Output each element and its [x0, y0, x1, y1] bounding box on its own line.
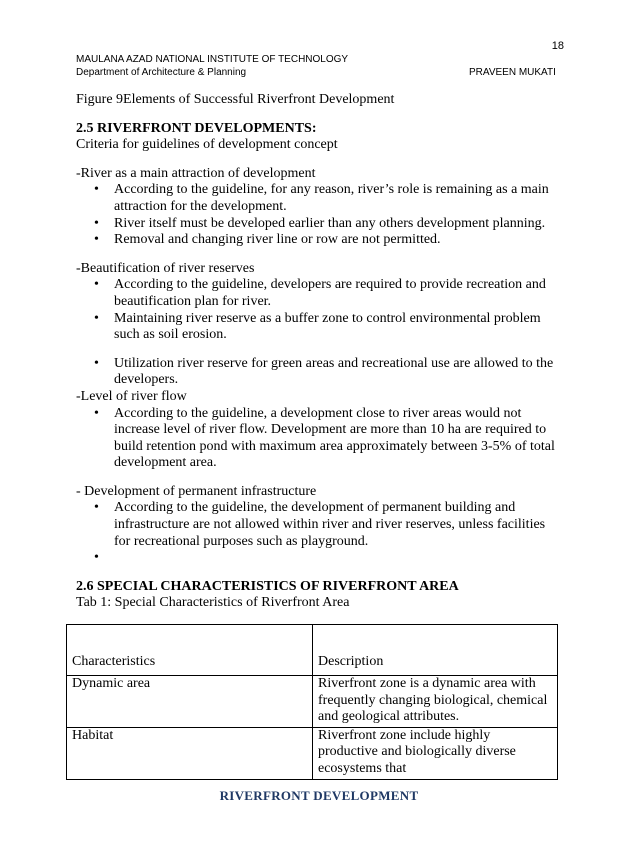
header-author: PRAVEEN MUKATI: [469, 67, 556, 78]
table-header-row: [67, 625, 558, 676]
header-institute: MAULANA AZAD NATIONAL INSTITUTE OF TECHNOLOGY: [76, 54, 349, 65]
table-cell: Dynamic area: [67, 676, 313, 728]
list-item: • According to the guideline, developers are required to provide recreation and beautification plan for river.: [76, 277, 560, 310]
table-cell: Habitat: [67, 727, 313, 779]
list-item: • According to the guideline, the development of permanent building and infrastructure are not allowed within river and river reserves, unless facilities for recreational purposes such as playground.: [76, 500, 560, 550]
document-body: [76, 92, 560, 612]
group-title: -River as a main attraction of development: [76, 165, 316, 181]
section-heading-2-6: 2.6 SPECIAL CHARACTERISTICS OF RIVERFRONT AREA: [76, 578, 459, 594]
table-caption: Tab 1: Special Characteristics of Riverfront Area: [76, 595, 350, 611]
list-item: • Utilization river reserve for green areas and recreational use are allowed to the developers.: [76, 356, 560, 389]
section-heading-2-5: 2.5 RIVERFRONT DEVELOPMENTS:: [76, 120, 317, 136]
table-header-cell: Characteristics: [67, 625, 313, 676]
group-title: -Level of river flow: [76, 388, 187, 404]
group-title: - Development of permanent infrastructure: [76, 483, 317, 499]
table-header-cell: Description: [313, 625, 558, 676]
list-item: • Maintaining river reserve as a buffer zone to control environmental problem such as soil erosion.: [76, 311, 560, 344]
list-item: • According to the guideline, for any reason, river’s role is remaining as a main attraction for the development.: [76, 182, 560, 215]
list-item: • River itself must be developed earlier than any others development planning.: [76, 216, 560, 233]
section-subtitle: Criteria for guidelines of development concept: [76, 137, 338, 153]
table-row: [67, 727, 558, 779]
list-item: • Removal and changing river line or row are not permitted.: [76, 232, 560, 249]
characteristics-table: [66, 624, 558, 780]
bullet-list: [76, 500, 560, 566]
list-item-empty: [76, 550, 560, 567]
bullet-list: [76, 182, 560, 248]
group-title: -Beautification of river reserves: [76, 260, 255, 276]
table-cell: Riverfront zone is a dynamic area with frequently changing biological, chemical and geological attributes.: [313, 676, 558, 728]
footer-title: RIVERFRONT DEVELOPMENT: [219, 788, 419, 803]
bullet-list: [76, 277, 560, 389]
list-item: • According to the guideline, a development close to river areas would not increase level of river flow. Development are more than 10 ha are required to build retention pond with maximum area approximately between 3-5% of total development area.: [76, 406, 560, 472]
page-number: 18: [551, 40, 564, 52]
table-cell: Riverfront zone include highly productive and biologically diverse ecosystems that: [313, 727, 558, 779]
header-department: Department of Architecture & Planning: [76, 67, 247, 78]
table-row: [67, 676, 558, 728]
figure-caption: Figure 9Elements of Successful Riverfront Development: [76, 92, 395, 107]
bullet-list: [76, 406, 560, 472]
